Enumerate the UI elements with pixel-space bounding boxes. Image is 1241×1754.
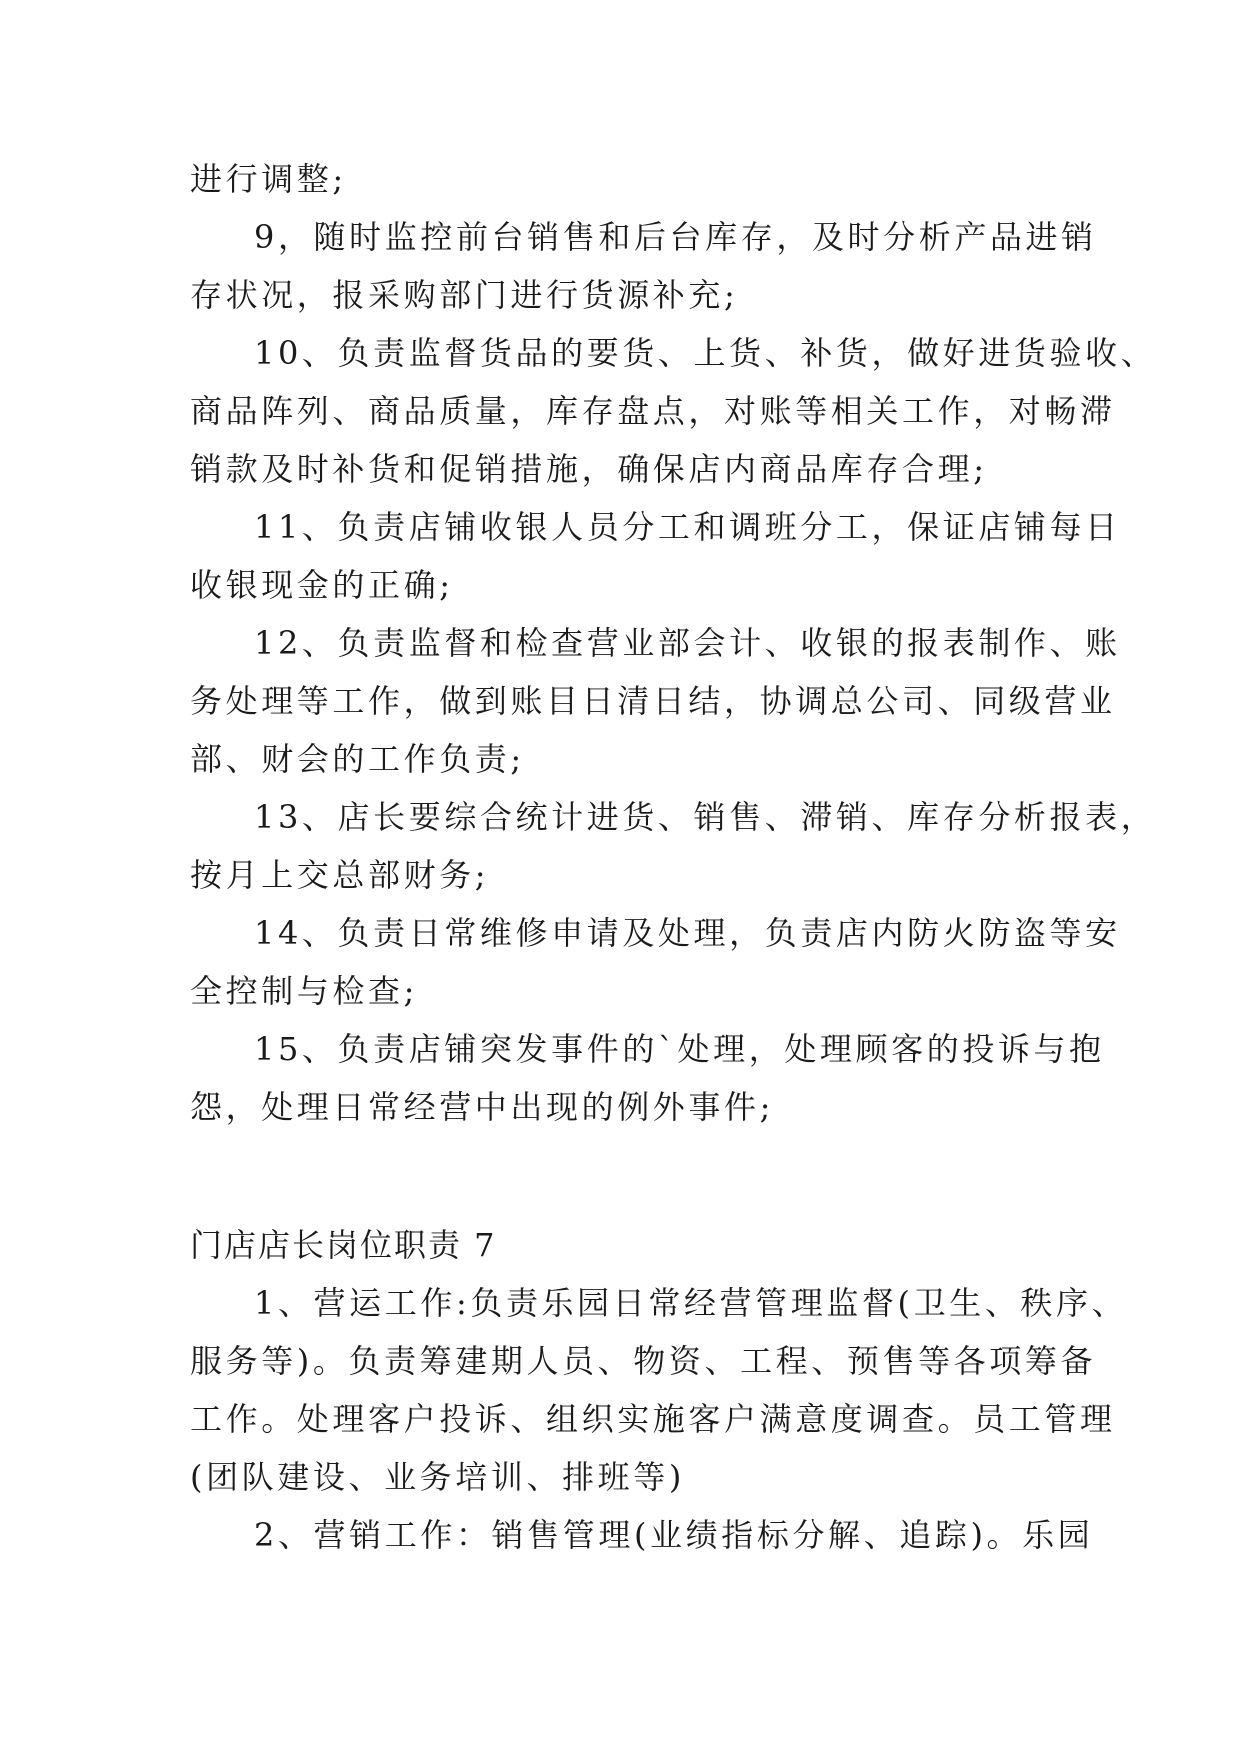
text-line: 工作。处理客户投诉、组织实施客户满意度调查。员工管理 <box>190 1400 1116 1438</box>
text-line: 部、财会的工作负责; <box>190 740 525 778</box>
section-title: 门店店长岗位职责 7 <box>190 1226 497 1264</box>
paragraph-item-14: 14、负责日常维修申请及处理，负责店内防火防盗等安 <box>254 914 1121 952</box>
document-body <box>190 150 1157 1564</box>
text-line: 全控制与检查; <box>190 972 418 1010</box>
text-line: 商品阵列、商品质量，库存盘点，对账等相关工作，对畅滞 <box>190 392 1116 430</box>
paragraph-item-11: 11、负责店铺收银人员分工和调班分工，保证店铺每日 <box>254 508 1121 546</box>
text-line: 存状况，报采购部门进行货源补充; <box>190 276 739 314</box>
section-spacer <box>190 1136 1052 1216</box>
paragraph-item-2: 2、营销工作：销售管理(业绩指标分解、追踪)。乐园 <box>254 1516 1094 1554</box>
text-line: 务处理等工作，做到账目日清日结，协调总公司、同级营业 <box>190 682 1116 720</box>
paragraph-item-12: 12、负责监督和检查营业部会计、收银的报表制作、账 <box>254 624 1121 662</box>
paragraph-item-1: 1、营运工作:负责乐园日常经营管理监督(卫生、秩序、 <box>254 1284 1128 1322</box>
paragraph-item-10: 10、负责监督货品的要货、上货、补货，做好进货验收、 <box>254 334 1157 372</box>
text-line: 销款及时补货和促销措施，确保店内商品库存合理; <box>190 450 988 488</box>
text-line: 收银现金的正确; <box>190 566 454 604</box>
text-line: (团队建设、业务培训、排班等) <box>190 1458 685 1496</box>
paragraph-item-9: 9，随时监控前台销售和后台库存，及时分析产品进销 <box>254 218 1097 256</box>
text-line: 按月上交总部财务; <box>190 856 490 894</box>
paragraph-item-15: 15、负责店铺突发事件的`处理，处理顾客的投诉与抱 <box>254 1030 1105 1068</box>
text-line: 服务等)。负责筹建期人员、物资、工程、预售等各项筹备 <box>190 1342 1097 1380</box>
text-line: 怨，处理日常经营中出现的例外事件; <box>190 1088 774 1126</box>
text-line: 进行调整; <box>190 160 347 198</box>
paragraph-item-13: 13、店长要综合统计进货、销售、滞销、库存分析报表， <box>254 798 1157 836</box>
